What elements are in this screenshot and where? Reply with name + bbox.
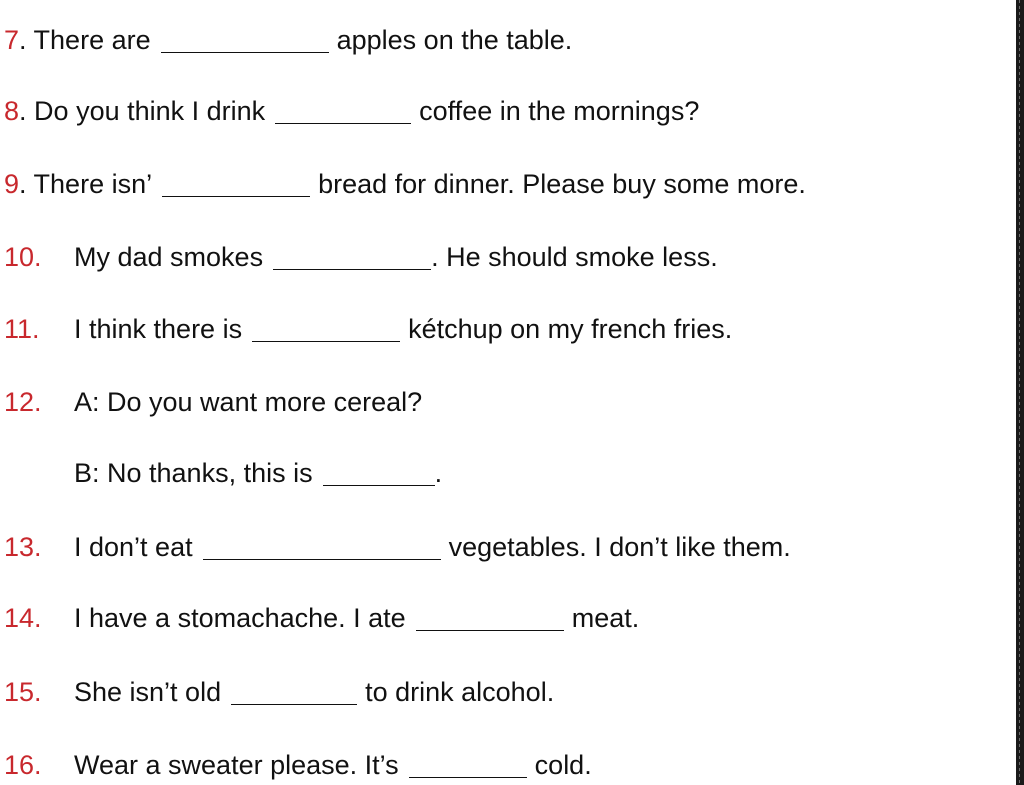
question-text-before: There isn’	[33, 169, 153, 199]
question-text-after: .	[434, 458, 443, 488]
answer-blank[interactable]	[161, 30, 329, 53]
answer-blank[interactable]	[409, 755, 527, 778]
question-8	[4, 95, 699, 127]
question-text-before: My dad smokes	[74, 242, 264, 272]
question-12	[4, 386, 422, 418]
question-text-before: I think there is	[74, 314, 243, 344]
question-text-after: vegetables. I don’t like them.	[448, 532, 791, 562]
question-number: 8	[4, 96, 20, 126]
question-text-after: cold.	[534, 750, 592, 780]
question-14	[4, 602, 639, 634]
question-number: 14.	[4, 603, 42, 633]
question-12-response	[4, 457, 442, 489]
answer-blank[interactable]	[273, 247, 431, 270]
question-number: 9	[4, 169, 20, 199]
question-number: 12.	[4, 387, 42, 417]
question-text-before: B: No thanks, this is	[74, 458, 313, 488]
question-text-after: to drink alcohol.	[365, 677, 555, 707]
question-number: 15.	[4, 677, 42, 707]
answer-blank[interactable]	[252, 319, 400, 342]
question-10	[4, 241, 718, 273]
question-11	[4, 313, 732, 345]
question-text-after: bread for dinner. Please buy some more.	[318, 169, 806, 199]
question-16	[4, 749, 592, 781]
answer-blank[interactable]	[275, 101, 411, 124]
question-text-before: I have a stomachache. I ate	[74, 603, 406, 633]
question-text-before: I don’t eat	[74, 532, 193, 562]
question-separator: .	[19, 169, 34, 199]
answer-blank[interactable]	[162, 174, 310, 197]
question-15	[4, 676, 554, 708]
question-7	[4, 24, 572, 56]
answer-blank[interactable]	[323, 463, 435, 486]
question-text: A: Do you want more cereal?	[74, 387, 423, 417]
question-text-after: meat.	[571, 603, 640, 633]
question-separator: .	[19, 25, 34, 55]
question-separator: .	[19, 96, 35, 126]
question-text-before: There are	[33, 25, 151, 55]
question-number: 13.	[4, 532, 42, 562]
page-edge-divider	[1016, 0, 1024, 785]
question-text-after: . He should smoke less.	[431, 242, 718, 272]
question-number: 16.	[4, 750, 42, 780]
answer-blank[interactable]	[231, 682, 357, 705]
question-text-before: Wear a sweater please. It’s	[74, 750, 399, 780]
question-13	[4, 531, 791, 563]
question-text-before: Do you think I drink	[34, 96, 266, 126]
answer-blank[interactable]	[203, 537, 441, 560]
question-text-after: coffee in the mornings?	[419, 96, 700, 126]
question-number: 7	[4, 25, 20, 55]
question-9	[4, 168, 806, 200]
question-number: 10.	[4, 242, 42, 272]
answer-blank[interactable]	[416, 608, 564, 631]
question-text-after: apples on the table.	[336, 25, 573, 55]
question-text-before: She isn’t old	[74, 677, 222, 707]
question-text-after: kétchup on my french fries.	[408, 314, 733, 344]
question-number: 11.	[4, 314, 40, 344]
